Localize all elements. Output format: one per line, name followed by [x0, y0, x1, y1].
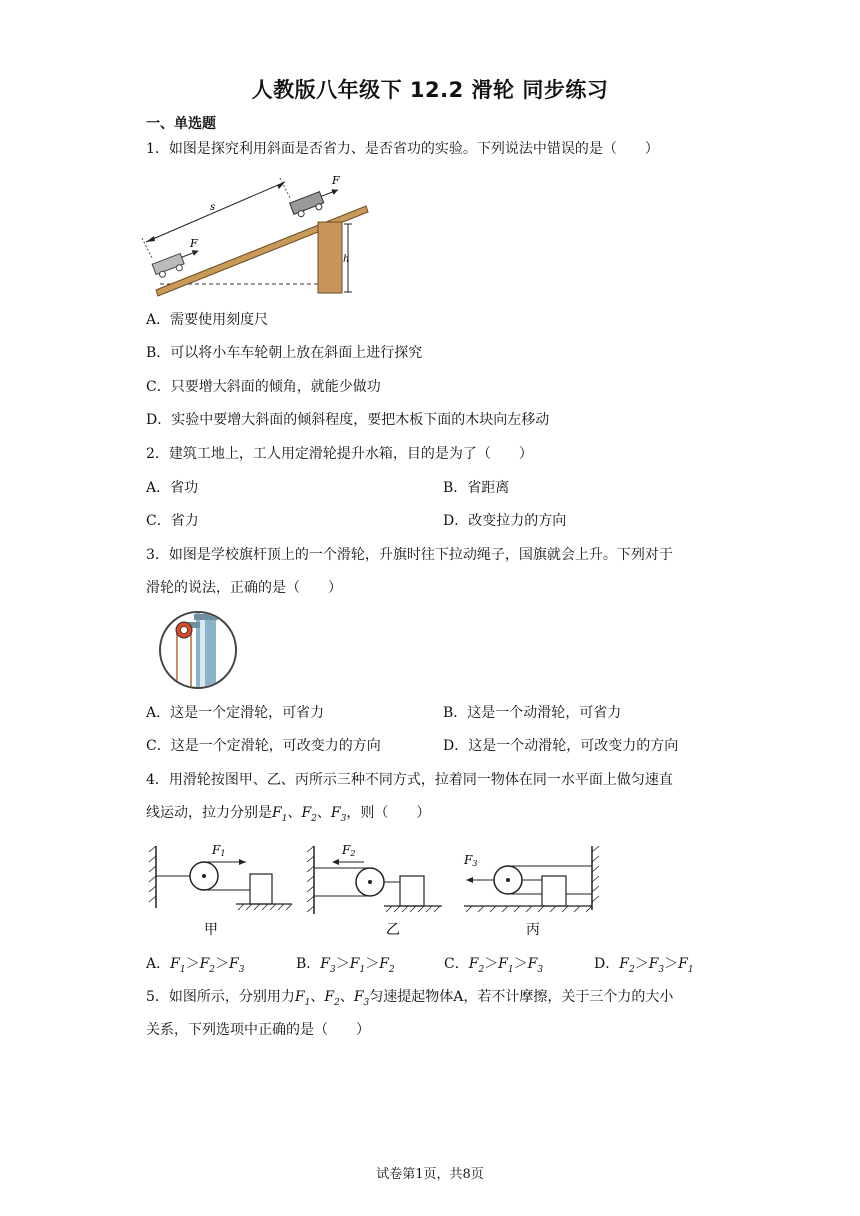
q1-option-a: A．需要使用刻度尺: [146, 312, 269, 328]
q2-option-a: A．省功: [146, 480, 199, 496]
q4-option-c: C．$F_2>F_1>F_3$: [444, 956, 544, 975]
q3-option-c: C．这是一个定滑轮，可改变力的方向: [146, 738, 381, 754]
h-label: h: [343, 254, 350, 265]
s-label: s: [210, 202, 216, 213]
svg-text:F3: F3: [464, 853, 478, 868]
label-yi: 乙: [386, 922, 400, 938]
q4-stem-line2: 线运动，拉力分别是$F_1$、$F_2$、$F_3$，则（ ）: [146, 805, 431, 824]
label-bing: 丙: [526, 922, 540, 938]
q1-option-d: D．实验中要增大斜面的倾斜程度，要把木板下面的木块向左移动: [146, 412, 550, 428]
q3-option-a: A．这是一个定滑轮，可省力: [146, 705, 325, 721]
q4-stem-line1: 4．用滑轮按图甲、乙、丙所示三种不同方式，拉着同一物体在同一水平面上做匀速直: [146, 772, 673, 788]
f-top-label: F: [332, 174, 340, 187]
q1-stem: 1．如图是探究利用斜面是否省力、是否省功的实验。下列说法中错误的是（ ）: [146, 141, 659, 157]
page-footer: 试卷第1页，共8页: [376, 1167, 484, 1182]
section-heading: 一、单选题: [146, 116, 216, 132]
q2-option-d: D．改变拉力的方向: [443, 513, 567, 529]
q4-option-b: B．$F_3>F_1>F_2$: [296, 956, 395, 975]
q4-option-a: A．$F_1>F_2>F_3$: [146, 956, 245, 975]
svg-text:F1: F1: [212, 843, 226, 858]
pulley-setups-figure: [146, 838, 606, 942]
q1-option-b: B．可以将小车车轮朝上放在斜面上进行探究: [146, 345, 423, 361]
f-bottom-label: F: [190, 237, 198, 250]
q5-stem-line1: 5．如图所示，分别用力$F_1$、$F_2$、$F_3$匀速提起物体A，若不计摩擦，关于三个力的大小: [146, 989, 674, 1008]
label-jia: 甲: [204, 922, 218, 938]
q3-option-d: D．这是一个动滑轮，可改变力的方向: [443, 738, 679, 754]
flagpole-pulley-figure: [156, 610, 240, 690]
q1-option-c: C．只要增大斜面的倾角，就能少做功: [146, 379, 381, 395]
q2-option-c: C．省力: [146, 513, 199, 529]
q3-option-b: B．这是一个动滑轮，可省力: [443, 705, 622, 721]
q3-stem-line2: 滑轮的说法，正确的是（ ）: [146, 580, 342, 596]
q2-option-b: B．省距离: [443, 480, 510, 496]
q4-option-d: D．$F_2>F_3>F_1$: [594, 956, 694, 975]
q2-stem: 2．建筑工地上，工人用定滑轮提升水箱，目的是为了（ ）: [146, 446, 533, 462]
svg-text:F2: F2: [342, 843, 356, 858]
q3-stem-line1: 3．如图是学校旗杆顶上的一个滑轮，升旗时往下拉动绳子，国旗就会上升。下列对于: [146, 547, 673, 563]
page-title: 人教版八年级下 12.2 滑轮 同步练习: [251, 78, 609, 102]
q5-stem-line2: 关系，下列选项中正确的是（ ）: [146, 1022, 370, 1038]
incline-figure: [140, 170, 370, 298]
